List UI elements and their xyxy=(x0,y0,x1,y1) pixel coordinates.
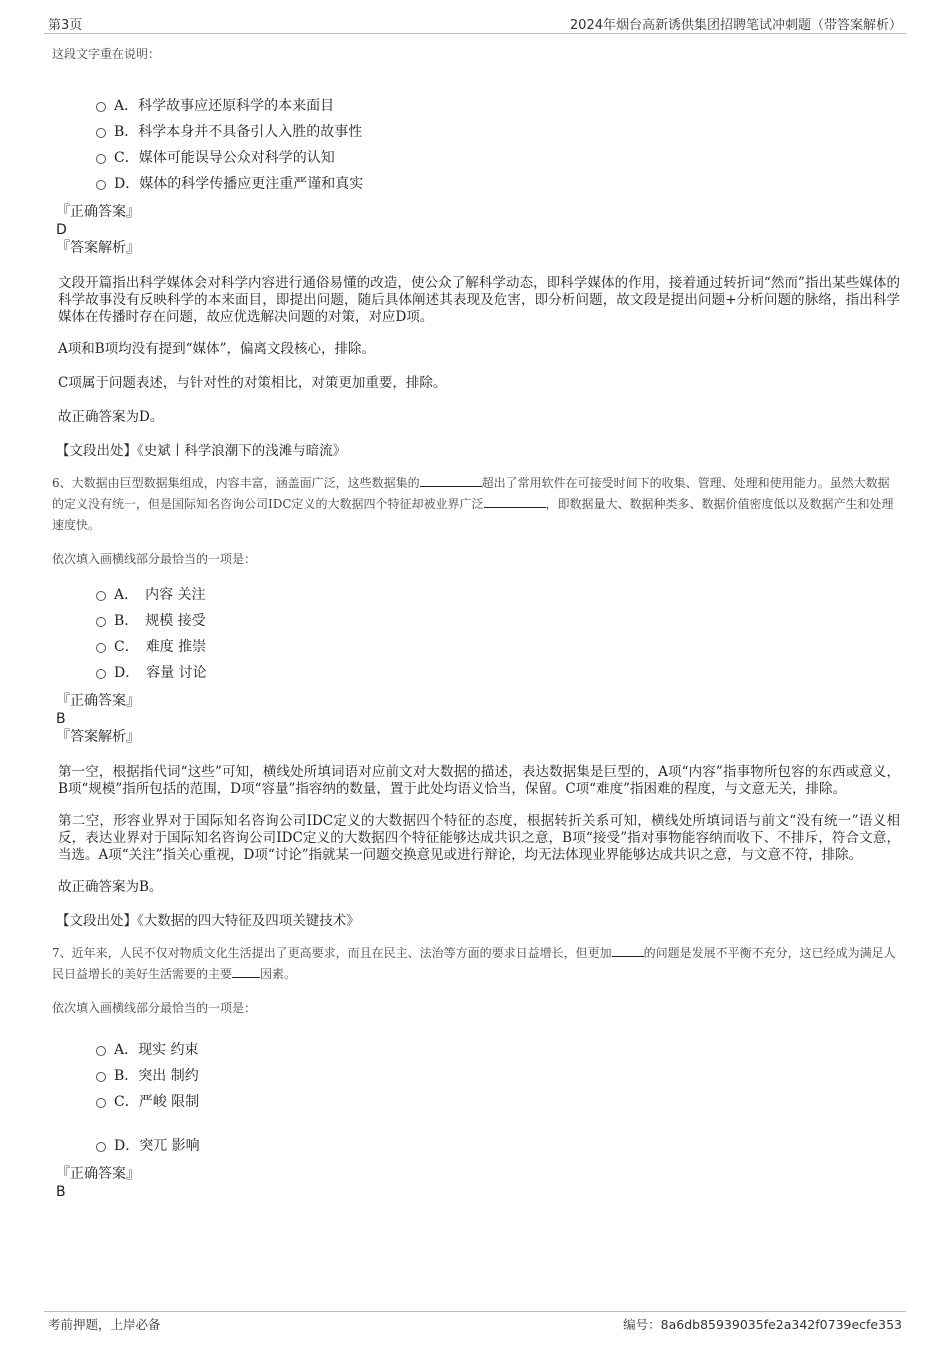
q6-options xyxy=(52,582,900,686)
radio-icon[interactable] xyxy=(96,102,106,112)
q5-option-b[interactable]: B．科学本身并不具备引人入胜的故事性 xyxy=(52,119,900,145)
page-number: 第3页 xyxy=(48,18,83,33)
q6-option-d[interactable]: D． 容量 讨论 xyxy=(52,660,900,686)
q6-analysis-paragraph: 第二空，形容业界对于国际知名咨询公司IDC定义的大数据四个特征的态度，根据转折关系可知，横线处所填词语与前文“没有统一”语义相反，表达业界对于国际知名咨询公司IDC定义的大数据四个特征能够达成共识之意，B项“接受”指对事物能容纳而收下、不排斥，符合文意，当选。A项“关注”指关心重视，D项“讨论”指就某一问题交换意见或进行辩论，均无法体现业界能够达成共识之意，与文意不符，排除。 xyxy=(58,813,900,863)
radio-icon[interactable] xyxy=(96,617,106,627)
fill-blank xyxy=(484,495,546,508)
q7-option-b[interactable]: B．突出 制约 xyxy=(52,1063,900,1089)
page-content xyxy=(52,44,900,1201)
q7-option-a[interactable]: A．现实 约束 xyxy=(52,1037,900,1063)
q6-instruction: 依次填入画横线部分最恰当的一项是： xyxy=(52,552,257,566)
radio-icon[interactable] xyxy=(96,1098,106,1108)
q7-stem: 7、近年来，人民不仅对物质文化生活提出了更高要求，而且在民主、法治等方面的要求日益增长，但更加 的问题是发展不平衡不充分，这已经成为满足人民日益增长的美好生活需要的主要 因素。 xyxy=(52,946,896,981)
q5-source: 【文段出处】《史斌丨科学浪潮下的浅滩与暗流》 xyxy=(56,443,347,459)
q6-option-b[interactable]: B． 规模 接受 xyxy=(52,608,900,634)
q7-answer: B xyxy=(56,1184,66,1200)
q6-answer-label: 『正确答案』 xyxy=(56,693,140,709)
fill-blank xyxy=(232,965,260,978)
radio-icon[interactable] xyxy=(96,1046,106,1056)
footer-slogan: 考前押题，上岸必备 xyxy=(48,1317,161,1332)
q6-option-a[interactable]: A． 内容 关注 xyxy=(52,582,900,608)
radio-icon[interactable] xyxy=(96,1142,106,1152)
q6-source: 【文段出处】《大数据的四大特征及四项关键技术》 xyxy=(56,913,360,929)
q6-analysis-label: 『答案解析』 xyxy=(56,729,140,745)
radio-icon[interactable] xyxy=(96,669,106,679)
q7-options xyxy=(52,1037,900,1159)
q6-stem: 6、大数据由巨型数据集组成，内容丰富，涵盖面广泛，这些数据集的 超出了常用软件在可接受时间下的收集、管理、处理和使用能力。虽然大数据的定义没有统一，但是国际知名咨询公司IDC定义的大数据四个特征却被业界广泛 ，即数据量大、数据种类多、数据价值密度低以及数据产生和处理速度快。 xyxy=(52,476,894,532)
header-divider xyxy=(44,33,906,34)
q7-option-d[interactable]: D．突兀 影响 xyxy=(52,1133,900,1159)
radio-icon[interactable] xyxy=(96,154,106,164)
q5-option-d[interactable]: D．媒体的科学传播应更注重严谨和真实 xyxy=(52,171,900,197)
q5-answer-label: 『正确答案』 xyxy=(56,204,140,220)
radio-icon[interactable] xyxy=(96,128,106,138)
q7-instruction: 依次填入画横线部分最恰当的一项是： xyxy=(52,1001,257,1015)
q5-analysis-paragraph: 文段开篇指出科学媒体会对科学内容进行通俗易懂的改造，使公众了解科学动态，即科学媒体的作用，接着通过转折词“然而”指出某些媒体的科学故事没有反映科学的本来面目，即提出问题，随后具体阐述其表现及危害，即分析问题，故文段是提出问题+分析问题的脉络，指出科学媒体在传播时存在问题，故应优选解决问题的对策，对应D项。 xyxy=(58,275,900,325)
fill-blank xyxy=(612,944,644,957)
q6-analysis-paragraph: 故正确答案为B。 xyxy=(58,879,163,895)
document-title: 2024年烟台高新诱供集团招聘笔试冲刺题（带答案解析） xyxy=(569,18,902,33)
q5-analysis-paragraph: 故正确答案为D。 xyxy=(58,409,164,425)
q7-option-c[interactable]: C．严峻 限制 xyxy=(52,1089,900,1115)
q5-options xyxy=(52,93,900,197)
footer-divider xyxy=(44,1311,906,1312)
radio-icon[interactable] xyxy=(96,1072,106,1082)
q6-option-c[interactable]: C． 难度 推崇 xyxy=(52,634,900,660)
q5-stem: 这段文字重在说明： xyxy=(52,47,161,61)
q5-analysis-label: 『答案解析』 xyxy=(56,240,140,256)
q5-answer: D xyxy=(56,222,67,238)
radio-icon[interactable] xyxy=(96,643,106,653)
q5-option-a[interactable]: A．科学故事应还原科学的本来面目 xyxy=(52,93,900,119)
q5-analysis-paragraph: A项和B项均没有提到“媒体”，偏离文段核心，排除。 xyxy=(58,341,375,357)
q5-option-c[interactable]: C．媒体可能误导公众对科学的认知 xyxy=(52,145,900,171)
document-code: 编号：8a6db85939035fe2a342f0739ecfe353 xyxy=(623,1317,902,1332)
radio-icon[interactable] xyxy=(96,591,106,601)
q6-analysis-paragraph: 第一空，根据指代词“这些”可知，横线处所填词语对应前文对大数据的描述，表达数据集是巨型的，A项“内容”指事物所包容的东西或意义，B项“规模”指所包括的范围，D项“容量”指容纳的数量，置于此处均语义恰当，保留。C项“难度”指困难的程度，与文意无关，排除。 xyxy=(58,764,900,797)
fill-blank xyxy=(420,474,482,487)
radio-icon[interactable] xyxy=(96,180,106,190)
q5-analysis-paragraph: C项属于问题表述，与针对性的对策相比，对策更加重要，排除。 xyxy=(58,375,447,391)
q6-answer: B xyxy=(56,711,66,727)
q7-answer-label: 『正确答案』 xyxy=(56,1166,140,1182)
